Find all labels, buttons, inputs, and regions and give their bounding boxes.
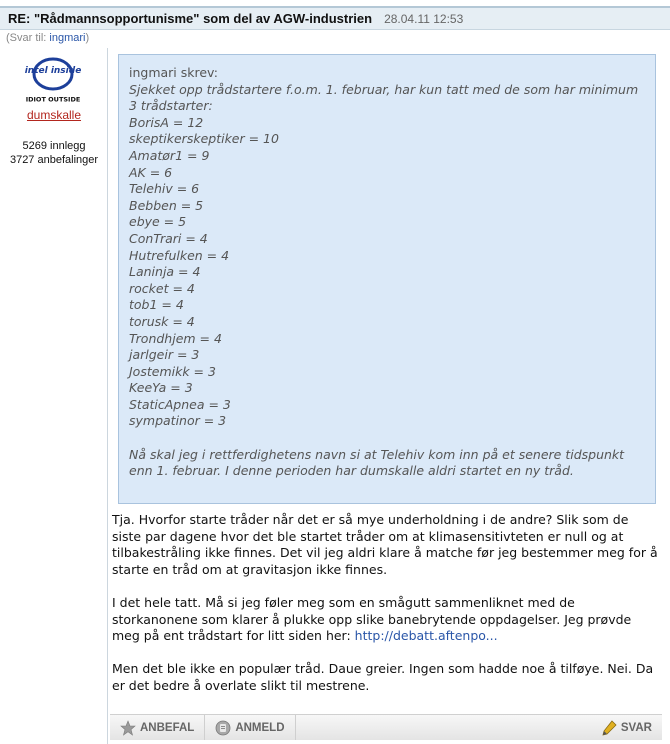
quote-closing: Nå skal jeg i rettferdighetens navn si at Telehiv kom inn på et senere tidspunkt enn 1. februar. I denne perioden har dumskalle aldri startet en ny tråd. xyxy=(129,446,625,479)
quote-list-item: Telehiv = 6 xyxy=(129,181,200,197)
quote-list-item: KeeYa = 3 xyxy=(129,380,193,396)
report-button[interactable] xyxy=(205,715,295,740)
reply-button[interactable] xyxy=(591,715,662,740)
avatar-caption: IDIOT OUTSIDE xyxy=(25,95,81,104)
post-link[interactable]: http://debatt.aftenpo... xyxy=(354,628,498,644)
reply-to xyxy=(6,32,89,44)
quote-spacer xyxy=(129,430,645,447)
post-date: 28.04.11 12:53 xyxy=(384,11,464,26)
post-paragraph xyxy=(112,595,660,645)
avatar-logo-text: intel inside xyxy=(24,66,82,76)
report-label: ANMELD xyxy=(235,721,285,734)
quote-list-item: torusk = 4 xyxy=(129,313,195,329)
quote-list-item: jarlgeir = 3 xyxy=(129,347,200,363)
post-body xyxy=(112,512,660,711)
quote-list-item: ebye = 5 xyxy=(129,214,187,230)
quote-block xyxy=(118,54,656,504)
quote-list-item: AK = 6 xyxy=(129,164,173,180)
recommend-button[interactable] xyxy=(110,715,205,740)
quote-list-item: Hutrefulken = 4 xyxy=(129,247,230,263)
post-paragraph-text: I det hele tatt. Må si jeg føler meg som en smågutt sammenliknet med de storkanonene som klarer å plukke opp slike banebrytende oppdagelser. Jeg prøvde meg på ent trådstart for litt siden her: xyxy=(112,594,632,644)
quote-list-item: Bebben = 5 xyxy=(129,197,204,213)
action-bar xyxy=(110,714,662,740)
reply-to-link[interactable]: ingmari xyxy=(49,32,86,44)
post-paragraph: Tja. Hvorfor starte tråder når det er så mye underholdning i de andre? Slik som de siste par dagene hvor det ble startet tråder om at klimasensitivteten er null og at tilbakestråling ikke finnes. Det vil jeg aldri klare å matche før jeg bestemmer meg for å starte en tråd om at gravitasjon ikke finnes. xyxy=(112,512,658,577)
author-column xyxy=(0,48,108,744)
reply-label: SVAR xyxy=(620,721,652,734)
post-paragraph: Men det ble ikke en populær tråd. Daue greier. Ingen som hadde noe å tilføye. Nei. Da er det bedre å overlate slikt til mestrene. xyxy=(112,661,654,693)
star-icon xyxy=(120,720,136,736)
author-post-count: 5269 innlegg xyxy=(22,140,86,152)
quote-list-item: Laninja = 4 xyxy=(129,264,201,280)
author-name-link[interactable]: dumskalle xyxy=(26,108,82,122)
avatar[interactable] xyxy=(24,54,82,104)
report-icon xyxy=(215,720,231,736)
quote-intro: Sjekket opp trådstartere f.o.m. 1. februar, har kun tatt med de som har minimum 3 trådstarter: xyxy=(129,81,639,114)
quote-list-item: tob1 = 4 xyxy=(129,297,184,313)
quote-list-item: sympatinor = 3 xyxy=(129,413,227,429)
reply-suffix: ) xyxy=(85,32,90,44)
recommend-label: ANBEFAL xyxy=(140,721,195,734)
quote-list xyxy=(129,115,645,430)
quote-author: ingmari skrev: xyxy=(129,65,218,80)
quote-list-item: ConTrari = 4 xyxy=(129,230,208,246)
quote-list-item: StaticApnea = 3 xyxy=(129,396,231,412)
quote-list-item: BorisA = 12 xyxy=(129,114,204,130)
quote-list-item: rocket = 4 xyxy=(129,280,195,296)
post-header xyxy=(0,6,670,30)
reply-prefix: (Svar til: xyxy=(6,32,50,44)
author-recommendation-count: 3727 anbefalinger xyxy=(9,154,99,166)
quote-list-item: Trondhjem = 4 xyxy=(129,330,222,346)
quote-list-item: Jostemikk = 3 xyxy=(129,363,216,379)
post-title: RE: "Rådmannsopportunisme" som del av AGW-industrien xyxy=(8,11,373,26)
quote-list-item: Amatør1 = 9 xyxy=(129,147,210,163)
quote-list-item: skeptikerskeptiker = 10 xyxy=(129,131,279,147)
pencil-icon xyxy=(601,720,617,736)
